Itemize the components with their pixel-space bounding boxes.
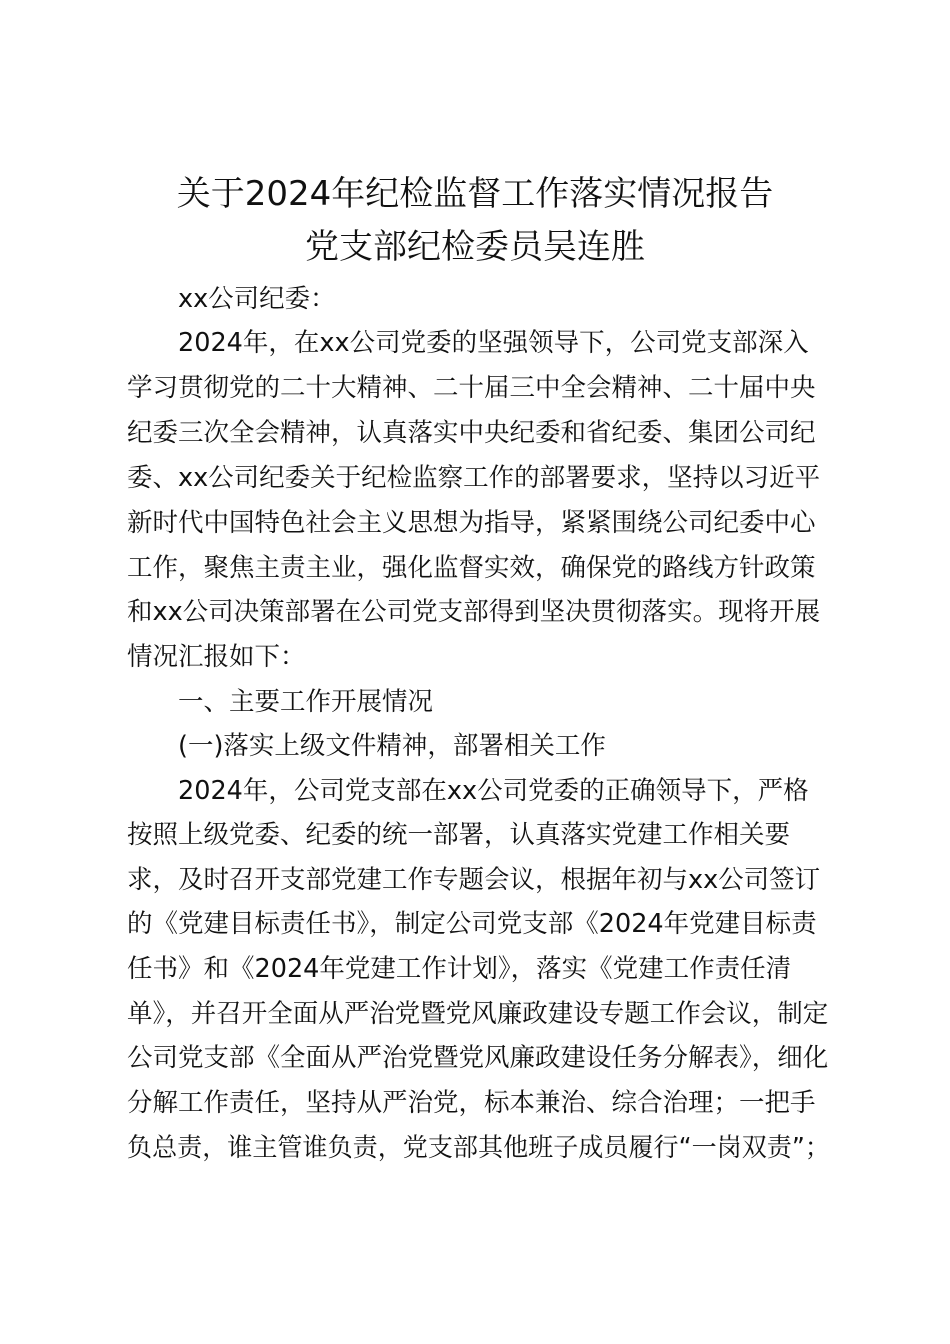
paragraph-line: 求，及时召开支部党建工作专题会议，根据年初与xx公司签订: [127, 865, 821, 895]
paragraph-line: 情况汇报如下：: [127, 642, 306, 672]
paragraph-line: 新时代中国特色社会主义思想为指导，紧紧围绕公司纪委中心: [127, 508, 816, 538]
paragraph-line: 学习贯彻党的二十大精神、二十届三中全会精神、二十届中央: [127, 373, 816, 403]
paragraph-line: 委、xx公司纪委关于纪检监察工作的部署要求，坚持以习近平: [127, 463, 821, 493]
paragraph-line: 和xx公司决策部署在公司党支部得到坚决贯彻落实。现将开展: [127, 597, 821, 627]
paragraph-line: 2024年，公司党支部在xx公司党委的正确领导下，严格: [178, 776, 809, 806]
paragraph-line: 任书》和《2024年党建工作计划》，落实《党建工作责任清: [127, 954, 792, 984]
paragraph-line: 工作，聚焦主责主业，强化监督实效，确保党的路线方针政策: [127, 553, 816, 583]
section-heading: 一、主要工作开展情况: [178, 687, 434, 717]
paragraph-line: 分解工作责任，坚持从严治党，标本兼治、综合治理；一把手: [127, 1088, 816, 1118]
paragraph-line: 负总责，谁主管谁负责，党支部其他班子成员履行“一岗双责”；: [127, 1133, 830, 1163]
paragraph-line: 纪委三次全会精神，认真落实中央纪委和省纪委、集团公司纪: [127, 418, 816, 448]
paragraph-line: 单》，并召开全面从严治党暨党风廉政建设专题工作会议，制定: [127, 999, 829, 1029]
paragraph-line: 的《党建目标责任书》，制定公司党支部《2024年党建目标责: [127, 909, 817, 939]
paragraph-line: 公司党支部《全面从严治党暨党风廉政建设任务分解表》，细化: [127, 1043, 829, 1073]
paragraph-line: 按照上级党委、纪委的统一部署，认真落实党建工作相关要: [127, 820, 791, 850]
paragraph-line: 2024年，在xx公司党委的坚强领导下，公司党支部深入: [178, 328, 809, 358]
document-title: 关于2024年纪检监督工作落实情况报告: [176, 174, 774, 214]
salutation: xx公司纪委：: [178, 284, 336, 314]
document-subtitle: 党支部纪检委员吴连胜: [305, 227, 645, 267]
subsection-heading: (一)落实上级文件精神，部署相关工作: [178, 731, 606, 761]
